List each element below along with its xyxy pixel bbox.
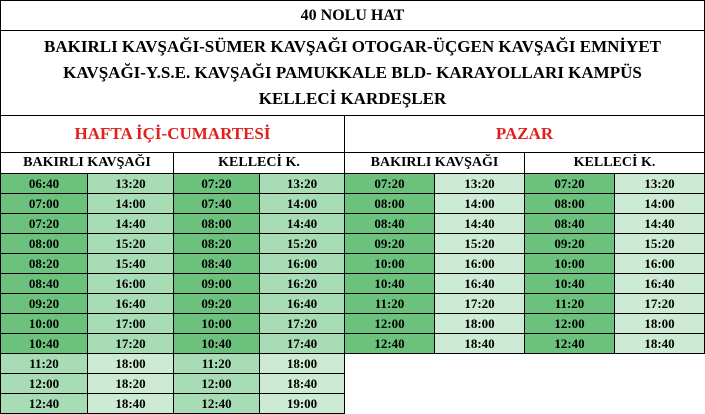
departure-time-cell: 10:00 [0,313,88,334]
departure-time-cell: 18:00 [259,353,345,374]
weekday-stop-bakirli: BAKIRLI KAVŞAĞI [0,152,174,174]
departure-time-cell: 12:00 [0,373,88,394]
departure-time-cell: 16:00 [259,253,345,274]
departure-time-cell: 14:40 [614,213,705,234]
departure-time-cell: 13:20 [87,173,174,194]
departure-time-cell: 15:20 [614,233,705,254]
route-line-1: BAKIRLI KAVŞAĞI-SÜMER KAVŞAĞI OTOGAR-ÜÇGEN KAVŞAĞI EMNİYET [44,37,661,56]
departure-time-cell: 10:40 [344,273,435,294]
departure-time-cell: 08:40 [0,273,88,294]
departure-time-cell: 17:40 [259,333,345,354]
departure-time-cell: 14:40 [434,213,525,234]
departure-time-cell: 08:40 [173,253,260,274]
departure-time-cell: 07:00 [0,193,88,214]
departure-time-cell: 19:00 [259,393,345,414]
departure-time-cell: 17:20 [614,293,705,314]
departure-time-cell: 12:40 [344,333,435,354]
departure-time-cell: 18:00 [614,313,705,334]
departure-time-cell: 07:40 [173,193,260,214]
departure-time-cell: 16:20 [259,273,345,294]
departure-time-cell: 14:40 [259,213,345,234]
departure-time-cell: 18:00 [87,353,174,374]
departure-time-cell: 12:40 [0,393,88,414]
weekday-heading: HAFTA İÇİ-CUMARTESİ [0,115,345,153]
departure-time-cell: 13:20 [434,173,525,194]
departure-time-cell: 16:40 [434,273,525,294]
departure-time-cell: 10:40 [0,333,88,354]
route-line-2: KAVŞAĞI-Y.S.E. KAVŞAĞI PAMUKKALE BLD- KARAYOLLARI KAMPÜS [63,63,642,82]
departure-time-cell: 18:40 [434,333,525,354]
departure-time-cell: 18:00 [434,313,525,334]
departure-time-cell: 12:00 [173,373,260,394]
departure-time-cell: 11:20 [173,353,260,374]
departure-time-cell: 15:20 [259,233,345,254]
departure-time-cell: 09:20 [344,233,435,254]
departure-time-cell: 08:40 [344,213,435,234]
departure-time-cell: 14:00 [87,193,174,214]
departure-time-cell: 14:40 [87,213,174,234]
departure-time-cell: 08:40 [524,213,615,234]
departure-time-cell: 16:40 [87,293,174,314]
departure-time-cell: 08:00 [524,193,615,214]
departure-time-cell: 18:20 [87,373,174,394]
departure-time-cell: 17:00 [87,313,174,334]
sunday-stop-bakirli: BAKIRLI KAVŞAĞI [344,152,525,174]
departure-time-cell: 12:40 [524,333,615,354]
departure-time-cell: 17:20 [434,293,525,314]
departure-time-cell: 08:20 [0,253,88,274]
departure-time-cell: 09:00 [173,273,260,294]
departure-time-cell: 12:00 [344,313,435,334]
route-description [0,30,705,116]
departure-time-cell: 14:00 [434,193,525,214]
departure-time-cell: 16:00 [87,273,174,294]
departure-time-cell: 10:40 [524,273,615,294]
departure-time-cell: 09:20 [524,233,615,254]
departure-time-cell: 10:40 [173,333,260,354]
departure-time-cell: 08:20 [173,233,260,254]
departure-time-cell: 08:00 [0,233,88,254]
departure-time-cell: 16:00 [614,253,705,274]
departure-time-cell: 15:40 [87,253,174,274]
departure-time-cell: 16:40 [259,293,345,314]
sunday-stop-kelleci: KELLECİ K. [524,152,705,174]
departure-time-cell: 17:20 [259,313,345,334]
departure-time-cell: 15:20 [434,233,525,254]
sunday-heading: PAZAR [344,115,705,153]
departure-time-cell: 10:00 [173,313,260,334]
departure-time-cell: 12:00 [524,313,615,334]
departure-time-cell: 18:40 [87,393,174,414]
departure-time-cell: 17:20 [87,333,174,354]
departure-time-cell: 09:20 [173,293,260,314]
departure-time-cell: 16:00 [434,253,525,274]
departure-time-cell: 12:40 [173,393,260,414]
departure-time-cell: 16:40 [614,273,705,294]
departure-time-cell: 15:20 [87,233,174,254]
departure-time-cell: 06:40 [0,173,88,194]
departure-time-cell: 11:20 [524,293,615,314]
departure-time-cell: 18:40 [259,373,345,394]
departure-time-cell: 14:00 [614,193,705,214]
line-title: 40 NOLU HAT [0,0,705,31]
departure-time-cell: 13:20 [259,173,345,194]
departure-time-cell: 09:20 [0,293,88,314]
departure-time-cell: 07:20 [0,213,88,234]
route-line-3: KELLECİ KARDEŞLER [258,89,447,108]
departure-time-cell: 11:20 [0,353,88,374]
departure-time-cell: 07:20 [524,173,615,194]
weekday-stop-kelleci: KELLECİ K. [173,152,345,174]
departure-time-cell: 07:20 [344,173,435,194]
departure-time-cell: 07:20 [173,173,260,194]
departure-time-cell: 11:20 [344,293,435,314]
departure-time-cell: 10:00 [524,253,615,274]
departure-time-cell: 08:00 [173,213,260,234]
departure-time-cell: 14:00 [259,193,345,214]
departure-time-cell: 13:20 [614,173,705,194]
departure-time-cell: 18:40 [614,333,705,354]
departure-time-cell: 08:00 [344,193,435,214]
departure-time-cell: 10:00 [344,253,435,274]
